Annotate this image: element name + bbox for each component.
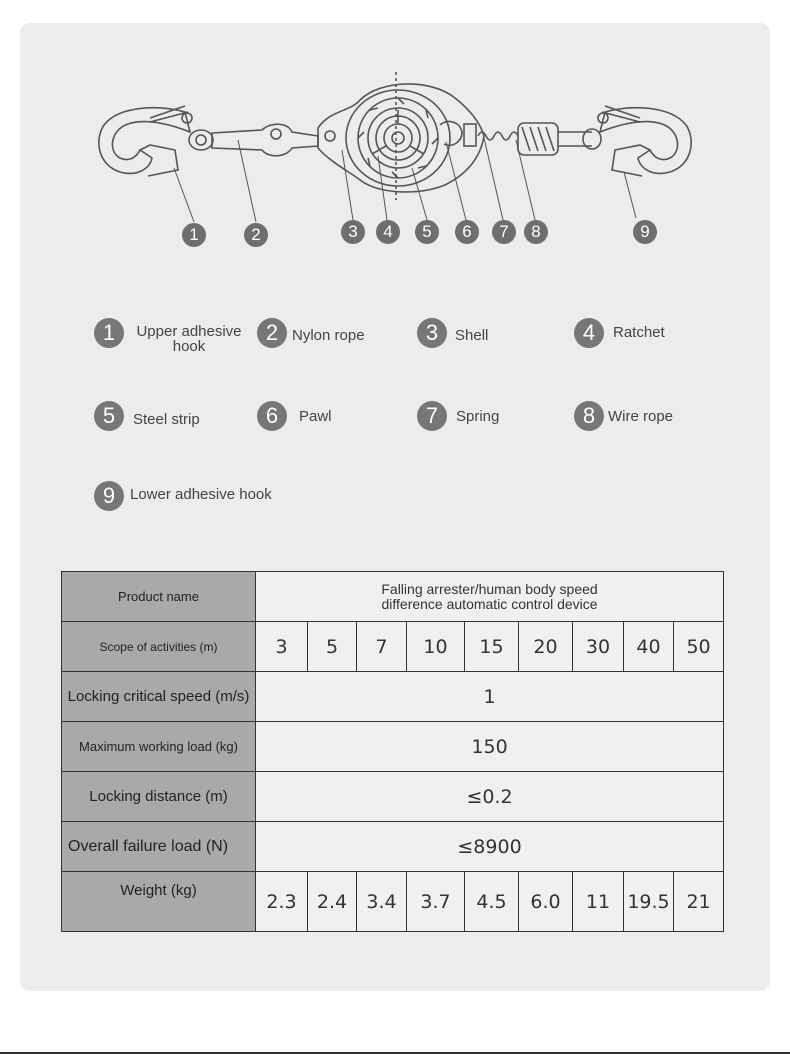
row-header: Product name <box>62 572 256 622</box>
weight-cell: 3.4 <box>357 872 407 932</box>
legend-label: Shell <box>455 327 489 344</box>
row-header: Maximum working load (kg) <box>62 722 256 772</box>
legend-label: Ratchet <box>613 324 665 341</box>
table-row-scope <box>62 622 724 672</box>
table-row-failure-load <box>62 822 724 872</box>
legend-label: Nylon rope <box>292 327 365 344</box>
legend-label: Steel strip <box>133 411 200 428</box>
weight-cell: 11 <box>573 872 624 932</box>
failure-load-value: ≤8900 <box>256 822 724 872</box>
legend-number: 7 <box>417 401 447 431</box>
scope-cell: 30 <box>573 622 624 672</box>
scope-cell: 10 <box>407 622 465 672</box>
legend-number: 1 <box>94 318 124 348</box>
ratchet-drawing <box>358 98 438 178</box>
weight-cell: 19.5 <box>624 872 674 932</box>
legend-label: Upper adhesive hook <box>136 323 242 355</box>
max-load-value: 150 <box>256 722 724 772</box>
nylon-rope-drawing <box>212 124 318 156</box>
legend-item-upper-hook <box>94 318 249 354</box>
legend-item-lower-hook <box>94 481 272 511</box>
scope-cell: 7 <box>357 622 407 672</box>
weight-cell: 6.0 <box>519 872 573 932</box>
weight-cell: 21 <box>674 872 724 932</box>
bottom-divider <box>0 1052 790 1054</box>
legend-label: Lower adhesive hook <box>130 486 272 503</box>
pawl-drawing <box>440 121 462 145</box>
row-header: Locking distance (m) <box>62 772 256 822</box>
callout-4: 4 <box>376 220 400 244</box>
legend-number: 6 <box>257 401 287 431</box>
weight-cell: 4.5 <box>465 872 519 932</box>
legend-item-pawl <box>257 401 332 431</box>
legend-item-steel-strip <box>94 401 200 431</box>
product-name-value: Falling arrester/human body speed difference automatic control device <box>256 572 724 622</box>
legend-number: 3 <box>417 318 447 348</box>
callout-5: 5 <box>415 220 439 244</box>
legend-item-ratchet <box>574 318 665 348</box>
legend-number: 8 <box>574 401 604 431</box>
table-row-max-load <box>62 722 724 772</box>
legend-item-shell <box>417 318 488 348</box>
weight-cell: 3.7 <box>407 872 465 932</box>
callout-3: 3 <box>341 220 365 244</box>
locking-distance-value: ≤0.2 <box>256 772 724 822</box>
callout-2: 2 <box>244 223 268 247</box>
legend-number: 4 <box>574 318 604 348</box>
legend-label: Wire rope <box>608 408 674 425</box>
legend-label: Pawl <box>299 408 332 425</box>
row-header: Weight (kg) <box>62 872 256 932</box>
legend-number: 2 <box>257 318 287 348</box>
callout-9: 9 <box>633 220 657 244</box>
callout-7: 7 <box>492 220 516 244</box>
legend-label: Spring <box>456 408 500 425</box>
wire-rope-drawing <box>518 123 592 155</box>
scope-cell: 3 <box>256 622 308 672</box>
scope-cell: 15 <box>465 622 519 672</box>
legend-item-spring <box>417 401 499 431</box>
spec-table <box>61 571 724 932</box>
legend-item-nylon-rope <box>257 318 365 348</box>
table-row-product-name <box>62 572 724 622</box>
row-header: Overall failure load (N) <box>62 822 256 872</box>
legend-number: 5 <box>94 401 124 431</box>
table-row-locking-distance <box>62 772 724 822</box>
legend-number: 9 <box>94 481 124 511</box>
legend-item-wire-rope <box>574 401 673 431</box>
scope-cell: 50 <box>674 622 724 672</box>
table-row-locking-speed <box>62 672 724 722</box>
callout-6: 6 <box>455 220 479 244</box>
row-header: Scope of activities (m) <box>62 622 256 672</box>
weight-cell: 2.3 <box>256 872 308 932</box>
scope-cell: 40 <box>624 622 674 672</box>
table-row-weight <box>62 872 724 932</box>
callout-8: 8 <box>524 220 548 244</box>
scope-cell: 5 <box>308 622 357 672</box>
locking-speed-value: 1 <box>256 672 724 722</box>
row-header: Locking critical speed (m/s) <box>62 672 256 722</box>
scope-cell: 20 <box>519 622 573 672</box>
callout-1: 1 <box>182 223 206 247</box>
weight-cell: 2.4 <box>308 872 357 932</box>
